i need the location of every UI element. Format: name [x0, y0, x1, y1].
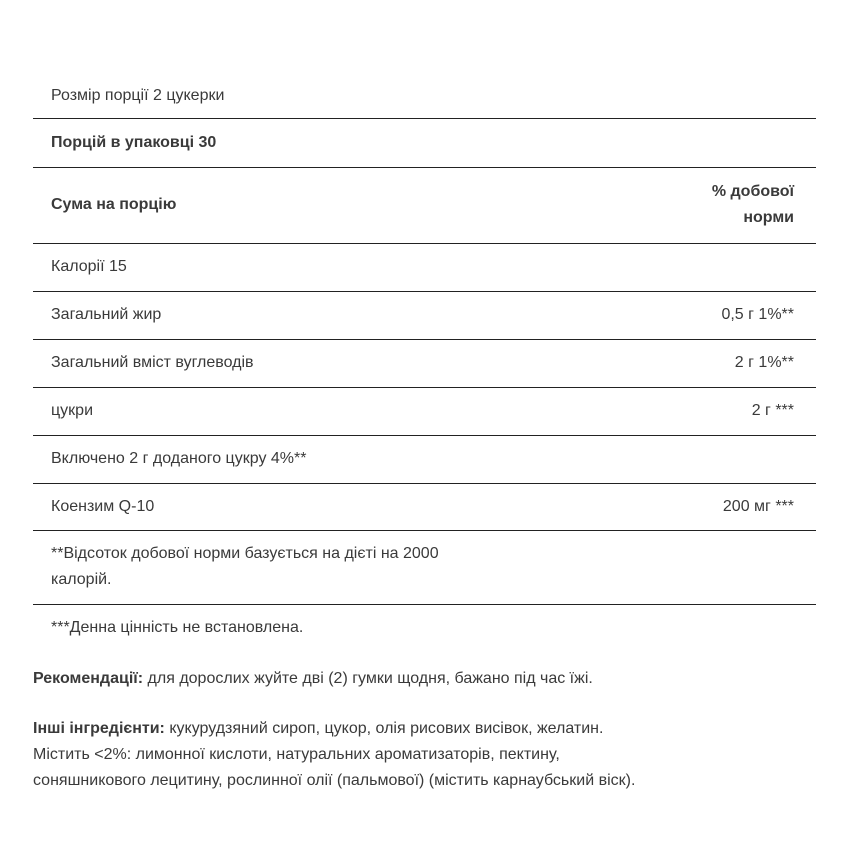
recommendations	[33, 666, 823, 692]
recommendations-label: Рекомендації:	[33, 670, 144, 687]
footnote-daily-value-line2: калорій.	[51, 571, 112, 588]
nutrient-name: Включено 2 г доданого цукру 4%**	[33, 435, 587, 483]
recommendations-text: для дорослих жуйте дві (2) гумки щодня, бажано під час їжі.	[143, 670, 593, 687]
daily-value-header	[587, 167, 816, 243]
nutrient-name: цукри	[33, 387, 587, 435]
nutrient-value: 0,5 г 1%**	[587, 291, 816, 339]
footnote-daily-value-row	[33, 530, 816, 604]
nutrient-row-calories	[33, 243, 816, 291]
nutrient-row-added-sugar	[33, 435, 816, 483]
nutrient-row-sugars	[33, 387, 816, 435]
amount-header-row	[33, 167, 816, 243]
other-ingredients-line3: соняшникового лецитину, рослинної олії (пальмової) (містить карнаубський віск).	[33, 772, 636, 789]
other-ingredients-label: Інші інгредієнти:	[33, 720, 165, 737]
servings-per-container: Порцій в упаковці 30	[33, 118, 816, 167]
nutrient-value: 200 мг ***	[587, 483, 816, 530]
nutrient-row-coq10	[33, 483, 816, 530]
nutrient-value: 2 г 1%**	[587, 339, 816, 387]
footnote-daily-value-line1: **Відсоток добової норми базується на дієті на 2000	[51, 545, 439, 562]
amount-per-serving-label: Сума на порцію	[33, 167, 587, 243]
nutrient-name: Загальний жир	[33, 291, 587, 339]
serving-size: Розмір порції 2 цукерки	[33, 74, 816, 118]
nutrient-value	[587, 435, 816, 483]
serving-size-row	[33, 74, 816, 118]
nutrient-value: 2 г ***	[587, 387, 816, 435]
nutrient-value	[587, 243, 816, 291]
servings-per-container-row	[33, 118, 816, 167]
daily-value-header-line1: % добової	[711, 183, 794, 200]
footnote-not-established-row	[33, 604, 816, 652]
nutrient-row-total-carbs	[33, 339, 816, 387]
other-ingredients-line2: Містить <2%: лимонної кислоти, натуральних ароматизаторів, пектину,	[33, 746, 560, 763]
daily-value-header-line2: норми	[743, 209, 794, 226]
nutrient-name: Калорії 15	[33, 243, 587, 291]
nutrient-name: Коензим Q-10	[33, 483, 587, 530]
other-ingredients-text: кукурудзяний сироп, цукор, олія рисових висівок, желатин.	[164, 720, 604, 737]
other-ingredients	[33, 716, 823, 794]
nutrient-row-total-fat	[33, 291, 816, 339]
supplement-facts-table	[33, 74, 816, 652]
footnote-daily-value	[33, 530, 816, 604]
footnote-not-established: ***Денна цінність не встановлена.	[51, 619, 304, 637]
nutrient-name: Загальний вміст вуглеводів	[33, 339, 587, 387]
other-ingredients-line1	[33, 716, 823, 742]
